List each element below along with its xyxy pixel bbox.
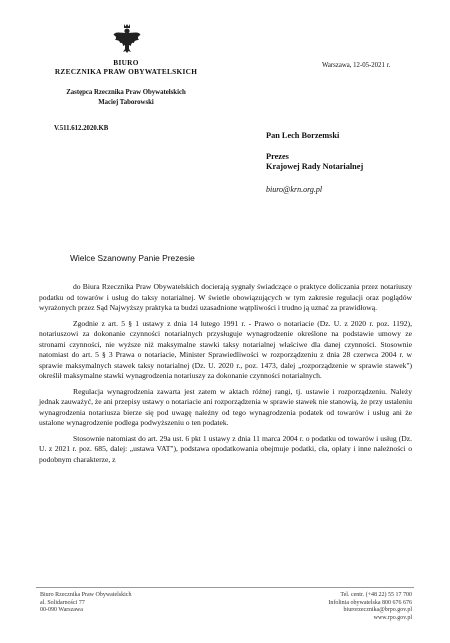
recipient-block (266, 131, 363, 173)
recipient-email: biuro@krn.org.pl (266, 185, 323, 194)
date-line: Warszawa, 12-05-2021 r. (322, 62, 391, 69)
footer-line: al. Solidarności 77 (40, 599, 85, 606)
office-name (36, 58, 216, 76)
paragraph: Zgodnie z art. 5 § 1 ustawy z dnia 14 lutego 1991 r. - Prawo o notariacie (Dz. U. z 2020 r. poz. 1192), notariuszowi za dokonanie czynności notarialnych przysługuje wynagrodzenie określone na podstawie umowy ze stronami czynności, nie wyższe niż maksymalne stawki taksy notarialnej właściwe dla danej czynności. Stosownie natomiast do art. 5 § 3 Prawa o notariacie, Minister Sprawiedliwości w rozporządzeniu z dnia 28 czerwca 2004 r. w sprawie maksymalnych stawek taksy notarialnej (Dz. U. 2020 r., poz. 1473, dalej „rozporządzenie w sprawie stawek") określił maksymalne stawki wynagrodzenia notariuszy za dokonanie czynności notarialnych. (39, 318, 412, 380)
recipient-role: Prezes (266, 151, 289, 161)
deputy-block (36, 88, 216, 107)
office-line-1: BIURO (113, 58, 139, 67)
deputy-title: Zastępca Rzecznika Praw Obywatelskich (66, 89, 186, 96)
footer-hotline: Infolinia obywatelska 800 676 676 (328, 599, 412, 606)
letter-body (39, 282, 412, 470)
footer-line: Biuro Rzecznika Praw Obywatelskich (40, 592, 132, 598)
reference-number: V.511.612.2020.KB (54, 125, 109, 132)
footer-line: 00-090 Warszawa (40, 607, 83, 614)
footer-email-link[interactable]: biurorzecznika@brpo.gov.pl (343, 607, 412, 614)
footer-divider (36, 587, 414, 588)
recipient-name: Pan Lech Borzemski (266, 131, 340, 140)
footer-address (40, 592, 131, 615)
eagle-emblem-icon (113, 22, 141, 56)
footer-website-link[interactable]: www.rpo.gov.pl (373, 614, 412, 621)
paragraph: do Biura Rzecznika Praw Obywatelskich docierają sygnały świadczące o praktyce doliczania przez notariuszy podatku od towarów i usług do taksy notarialnej. W świetle obowiązujących w tym zakresie regulacji oraz poglądów wyrażonych przez Sąd Najwyższy praktyka ta budzi uzasadnione wątpliwości i trudno ją uznać za prawidłową. (39, 282, 412, 312)
salutation: Wielce Szanowny Panie Prezesie (70, 253, 195, 263)
office-line-2: RZECZNIKA PRAW OBYWATELSKICH (54, 67, 198, 76)
footer-phone: Tel. centr. (+48 22) 55 17 700 (340, 592, 412, 598)
recipient-institution: Krajowej Rady Notarialnej (266, 162, 364, 171)
paragraph: Stosownie natomiast do art. 29a ust. 6 pkt 1 ustawy z dnia 11 marca 2004 r. o podatku od towarów i usług (Dz. U. z 2021 r. poz. 685, dalej: „ustawa VAT"), podstawa opodatkowania obejmuje podatki, cła, opłaty i inne należności o podobnym charakterze, z (39, 433, 412, 464)
deputy-name: Maciej Taborowski (98, 98, 154, 106)
footer-contact (328, 592, 412, 622)
paragraph: Regulacja wynagrodzenia zawarta jest zatem w aktach różnej rangi, tj. ustawie i rozporządzeniu. Należy jednak zauważyć, że ani przepisy ustawy o notariacie ani rozporządzenia w sprawie stawek nie stanowią, że przy ustaleniu wynagrodzenia notariusza bierze się pod uwagę należny od tego wynagrodzenia podatek od towarów i usług ani że ustalone wynagrodzenie podlega podwyższeniu o ten podatek. (39, 386, 412, 427)
